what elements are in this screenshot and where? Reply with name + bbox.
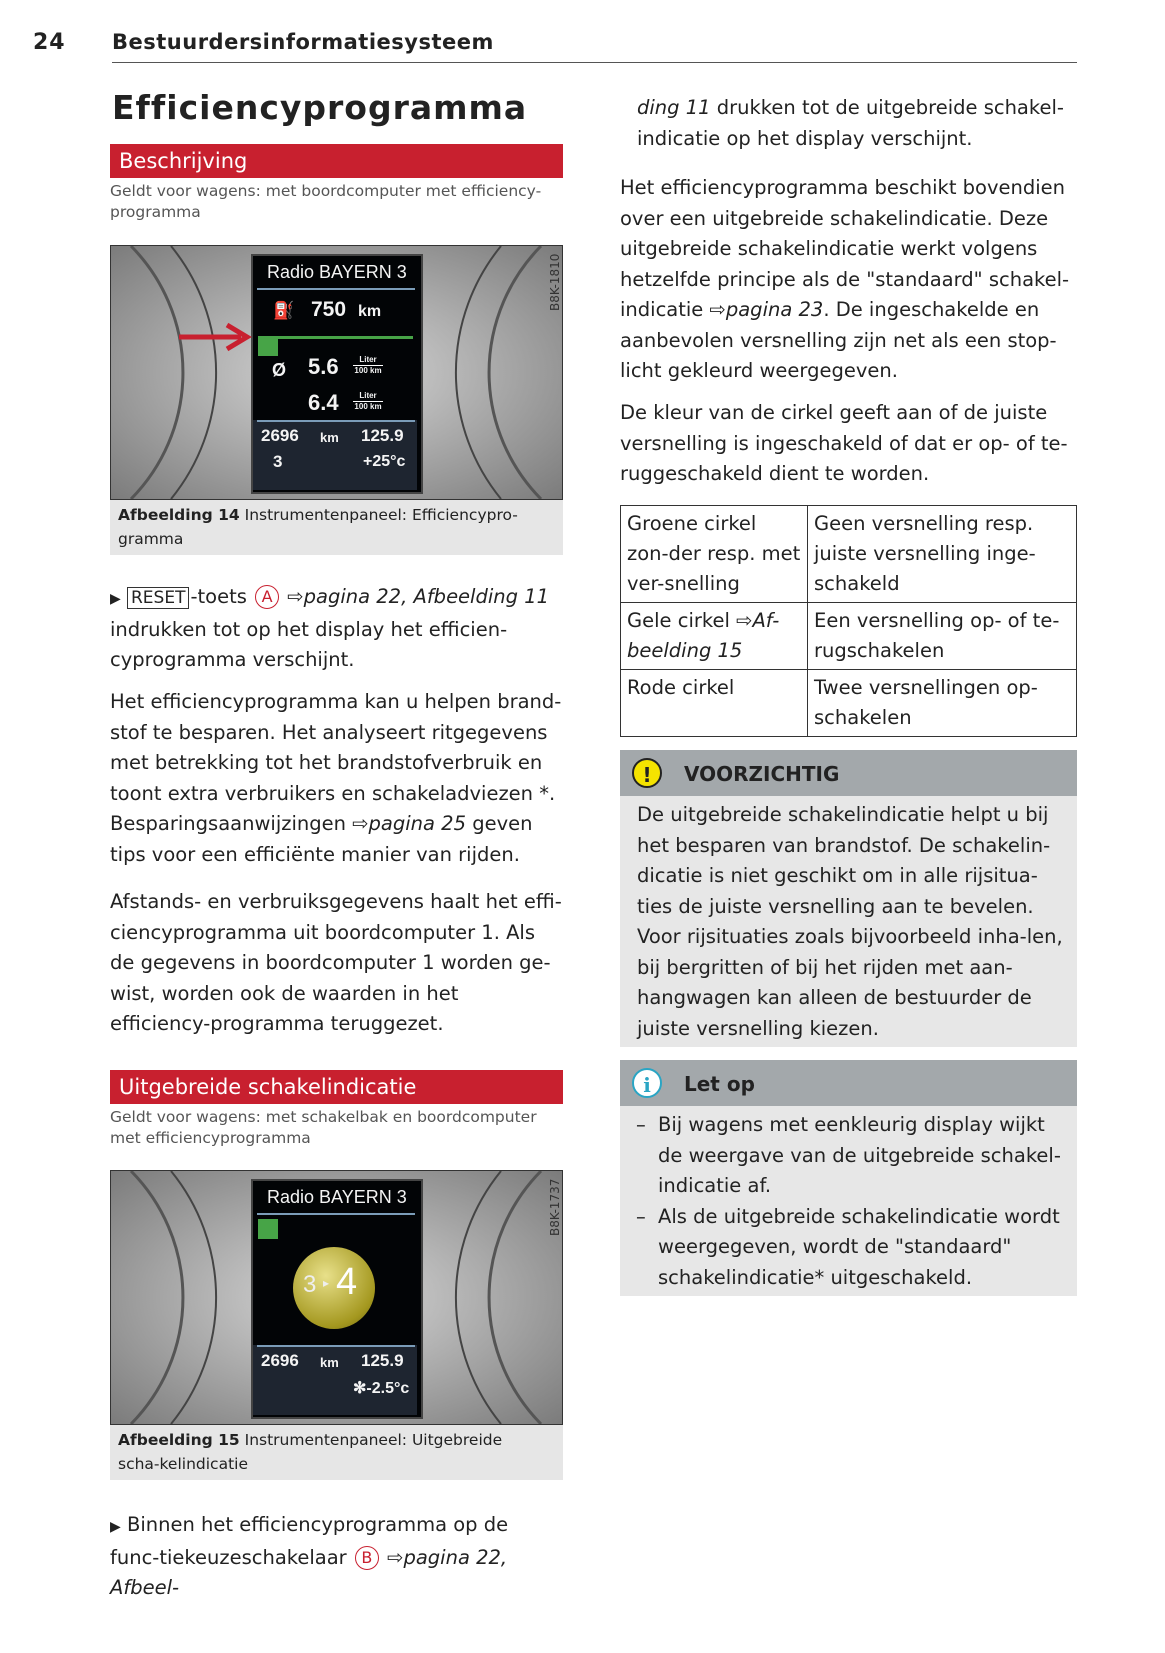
odometer-unit: km [320,430,339,445]
bullet-triangle-icon: ▶ [110,1519,121,1535]
list-item-text: Bij wagens met eenkleurig display wijkt de weergave van de uitgebreide schakel-indicatie af. [658,1113,1061,1197]
green-line [277,336,413,339]
shift-arrow-icon: ▸ [323,1276,330,1290]
figure-15 [110,1170,563,1480]
trip-value: 125.9 [361,1351,404,1370]
caption-label: Afbeelding 15 [118,1431,240,1449]
gear-circle-table [620,505,1077,737]
figure-14 [110,245,563,555]
table-cell: Twee versnellingen op-schakelen [808,670,1077,737]
table-cell [621,603,808,670]
paragraph-3-text-b: . De ingeschakelde en aanbevolen versnelling zijn net als een stop-licht gekleurd weergegeven. [620,298,1057,382]
unit-bottom-2: 100 km [354,402,382,411]
section-heading-uitgebreide: Uitgebreide schakelindicatie [110,1070,563,1104]
page-reference[interactable]: pagina 22, Afbeel- [110,1545,508,1599]
odometer-unit: km [320,1355,339,1370]
unit-label-2 [353,391,383,412]
warning-icon: ! [632,758,662,788]
note-box [620,1060,1077,1296]
control-letter-a: A [255,585,279,609]
gear-from: 3 [303,1271,317,1298]
page-reference[interactable]: Af-beelding 15 [627,609,780,662]
list-item: – Bij wagens met eenkleurig display wijkt de weergave van de uitgebreide schakel-indicatie af. [636,1113,1061,1197]
cell-text: Gele cirkel [627,609,730,632]
page-reference[interactable]: ding 11 [637,96,711,119]
step-text-2: indrukken tot op het display het efficien-cyprogramma verschijnt. [110,617,508,671]
divider-2 [257,420,415,422]
step-text: -toets [190,585,247,608]
page-title: Efficiencyprogramma [112,88,528,127]
paragraph-1 [110,687,562,870]
unit-label-1 [353,355,383,376]
caution-text: De uitgebreide schakelindicatie helpt u bij het besparen van brandstof. De schakelin-dicatie is niet geschikt om in alle rijsitua-ties de juiste versnelling aan te bevelen. Voor rijsituaties zoals bijvoorbeeld inha-len, bij bergritten of bij het rijden met aan-hangwagen kan alleen de bestuurder de juiste versnelling kiezen. [637,803,1063,1040]
page-reference[interactable]: pagina 25 [368,812,466,835]
unit-top-2: Liter [353,391,383,402]
figure-caption [118,503,538,551]
note-list [628,1110,1068,1293]
caution-box [620,750,1077,1047]
instrument-panel-image-2 [110,1170,563,1425]
list-item: – Als de uitgebreide schakelindicatie wordt weergegeven, wordt de "standaard" schakelindicatie* uitgeschakeld. [636,1204,1060,1289]
reset-key: RESET [127,587,189,609]
table-row [621,603,1077,670]
yellow-gear-circle [293,1247,375,1329]
paragraph-1-text-c: geven tips voor een efficiënte manier van rijden. [110,812,533,866]
page-reference[interactable]: pagina 23 [725,298,824,321]
current-gear: 3 [273,452,283,471]
paragraph-3-text: Het efficiencyprogramma beschikt bovendien over een uitgebreide schakelindicatie. Deze uitgebreide schakelindicatie werkt volgens hetzelfde principe als de "standaard" schakel-indicatie [620,176,1070,321]
bullet-triangle-icon: ▶ [110,591,121,607]
instruction-step-1 [110,582,560,676]
page-number: 24 [33,30,66,55]
note-title: Let op [684,1072,755,1096]
step-text: Binnen het efficiencyprogramma op de func-tiekeuzeschakelaar [110,1513,509,1569]
table-row [621,506,1077,603]
figure-caption-2 [118,1428,538,1476]
unit-top: Liter [353,355,383,366]
applies-to-note: Geldt voor wagens: met boordcomputer met efficiency-programma [110,182,542,221]
consumption-2: 6.4 [308,390,339,415]
gearshift-icon [258,336,278,356]
right-arrow-icon [177,322,257,352]
applies-to-note-2: Geldt voor wagens: met schakelbak en boordcomputer met efficiencyprogramma [110,1108,537,1147]
odometer: 2696 [261,1351,299,1370]
table-cell: Een versnelling op- of te-rugschakelen [808,603,1077,670]
gearshift-icon [258,1219,278,1239]
range-unit: km [358,303,382,320]
outside-temperature: +25°c [363,453,406,470]
radio-station: Radio BAYERN 3 [267,1187,407,1207]
caption-text: Instrumentenpaneel: Efficiencypro-gramma [118,506,518,548]
paragraph-3 [620,173,1077,387]
fuel-icon: ⛽ [273,301,295,320]
continued-step-text: drukken tot de uitgebreide schakel-indicatie op het display verschijnt. [637,96,1064,150]
table-row [621,670,1077,737]
outside-temperature: ✻-2.5°c [353,1380,410,1397]
instrument-panel-image [110,245,563,500]
section-title: Bestuurdersinformatiesysteem [112,30,494,54]
paragraph-1-text-b: Besparingsaanwijzingen [110,812,346,835]
info-icon: i [632,1068,662,1098]
reference-arrow-icon: ⇨ [709,298,726,321]
odometer: 2696 [261,426,299,445]
table-cell: Rode cirkel [621,670,808,737]
caution-header [620,750,1077,796]
figure-code-2: B8K-1737 [548,1178,562,1236]
cluster-display-2 [251,1179,423,1419]
reference-arrow-icon: ⇨ [736,609,753,632]
paragraph-2: Afstands- en verbruiksgegevens haalt het effi-ciencyprogramma uit boordcomputer 1. Als de gegevens in boordcomputer 1 worden ge-wist, worden ook de waarden in het efficiency-programma teruggezet. [110,890,562,1035]
figure-code: B8K-1810 [548,253,562,311]
table-cell: Groene cirkel zon-der resp. met ver-snelling [621,506,808,603]
divider [257,1213,415,1215]
unit-bottom: 100 km [354,366,382,375]
control-letter-b: B [355,1546,379,1570]
note-header [620,1060,1077,1106]
caption-text: Instrumentenpaneel: Uitgebreide scha-kelindicatie [118,1431,503,1473]
average-symbol: Ø [272,360,287,380]
caution-title: VOORZICHTIG [684,762,840,786]
reference-arrow-icon: ⇨ [287,585,304,608]
range-value: 750 [311,298,347,321]
list-item-text: Als de uitgebreide schakelindicatie wordt weergegeven, wordt de "standaard" schakelindicatie* uitgeschakeld. [658,1204,1060,1289]
radio-station: Radio BAYERN 3 [267,262,407,282]
divider-2 [257,1345,415,1347]
table-cell: Geen versnelling resp. juiste versnelling inge-schakeld [808,506,1077,603]
paragraph-1-text: Het efficiencyprogramma kan u helpen brand-stof te besparen. Het analyseert ritgegevens met betrekking tot het brandstofverbruik en toont extra verbruikers en schakeladviezen *. [110,690,562,805]
continued-step [637,93,1077,154]
divider [257,288,415,290]
gear-to: 4 [336,1261,358,1303]
instruction-step-2 [110,1510,560,1604]
reference-arrow-icon: ⇨ [387,1545,404,1569]
section-heading-beschrijving: Beschrijving [110,144,563,178]
reference-arrow-icon: ⇨ [352,812,369,835]
trip-value: 125.9 [361,426,404,445]
caption-label: Afbeelding 14 [118,506,240,524]
consumption-1: 5.6 [308,354,339,379]
page-reference[interactable]: pagina 22, Afbeelding 11 [303,585,550,608]
paragraph-4: De kleur van de cirkel geeft aan of de juiste versnelling is ingeschakeld of dat er op- of te-ruggeschakeld dient te worden. [620,401,1068,485]
cluster-display [251,254,423,494]
